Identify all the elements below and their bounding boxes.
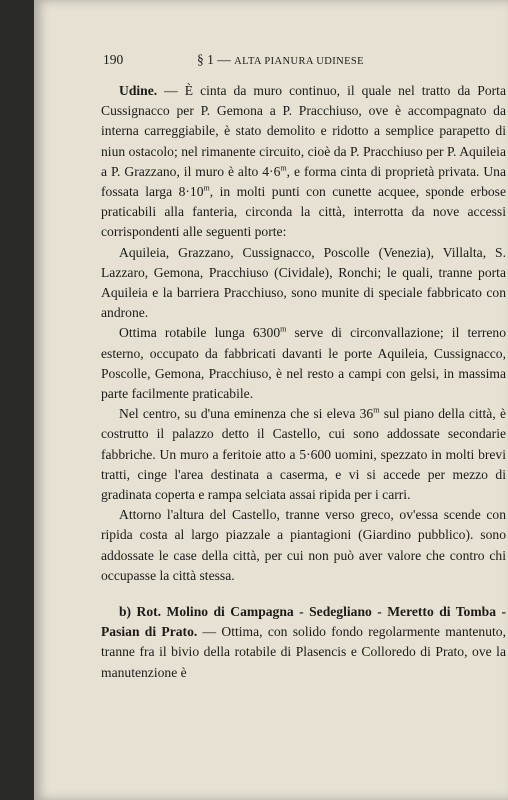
unit-superscript: m: [280, 324, 287, 334]
paragraph-text: Nel centro, su d'una eminenza che si eleva 36: [119, 406, 374, 422]
paragraph-gates: Aquileia, Grazzano, Cussignacco, Poscolle (Venezia), Villalta, S. Lazzaro, Gemona, Pracchiuso (Cividale), Ronchi; le quali, tranne porta Aquileia e la barriera Pracchiuso, sono munite di speciale fabbricato con androne.: [101, 244, 506, 321]
page-number: 190: [103, 52, 124, 67]
paragraph-text: — È cinta da muro continuo, il quale nel tratto da Porta Cussignacco per P. Gemona a P. Pracchiuso, ove è accompagnato da interna carreggiabile, è stato demolito e ridotto a semplice parapetto di niun ostacolo; nel rimanente circuito, cioè da P. Pracchiuso per P. Aquileia a P. Grazzano, il muro è alto 4·6: [101, 83, 506, 179]
paragraph-udine: [101, 81, 506, 243]
unit-superscript: m: [203, 183, 210, 193]
page-content: [101, 50, 506, 683]
page-header: [101, 50, 506, 70]
paragraph-ring-road: [101, 323, 506, 404]
paragraph-text: serve di circonvallazione; il terreno esterno, occupato da fabbricati davanti le porte Aquileia, Cussignacco, Poscolle, Gemona, Pracchiuso, è nel resto a campi con gelsi, in massima parte facilmente praticabile.: [101, 325, 507, 402]
book-page: [34, 0, 508, 800]
paragraph-altura: Attorno l'altura del Castello, tranne verso greco, ov'essa scende con ripida costa al largo piazzale a piantagioni (Giardino pubblico). sono addossate le case della città, per cui non può aver valore che contro chi occupasse la città stessa.: [101, 507, 506, 583]
section-gap: [101, 586, 506, 602]
paragraph-text: , e forma cinta di proprietà privata. Una fossata larga 8·10: [101, 163, 506, 200]
paragraph-text: Ottima rotabile lunga 6300: [119, 325, 281, 341]
unit-superscript: m: [280, 163, 287, 173]
paragraph-lead-udine: Udine.: [119, 83, 158, 98]
paragraph-text: sul piano della città, è costrutto il palazzo detto il Castello, cui sono addossate secondarie fabbriche. Un muro a feritoie atto a 5·600 uomini, spezzato in molti brevi tratti, cinge l'area destinata a caserma, e vi si accede per mezzo di gradinata coperta e rampa selciata assai ripida per i carri.: [101, 406, 506, 503]
paragraph-castello: [101, 404, 506, 505]
paragraph-text: , in molti punti con cunette acquee, sponde erbose praticabili alla fanteria, circonda la città, interrotta da nove accessi corrispondenti alle seguenti porte:: [101, 184, 506, 240]
running-title-text: ALTA PIANURA UDINESE: [234, 56, 364, 67]
paragraph-lead-rotabile: b) Rot. Molino di Campagna - Sedegliano - Meretto di Tomba - Pasian di Prato.: [101, 604, 506, 640]
section-mark: § 1 —: [197, 52, 235, 67]
paragraph-text: — Ottima, con solido fondo regolarmente mantenuto, tranne fra il bivio della rotabile di Plasencis e Colloredo di Prato, ove la manutenzione è: [101, 624, 506, 680]
paragraph-rotabile: [101, 602, 506, 683]
running-title: [197, 50, 364, 72]
unit-superscript: m: [373, 405, 380, 415]
